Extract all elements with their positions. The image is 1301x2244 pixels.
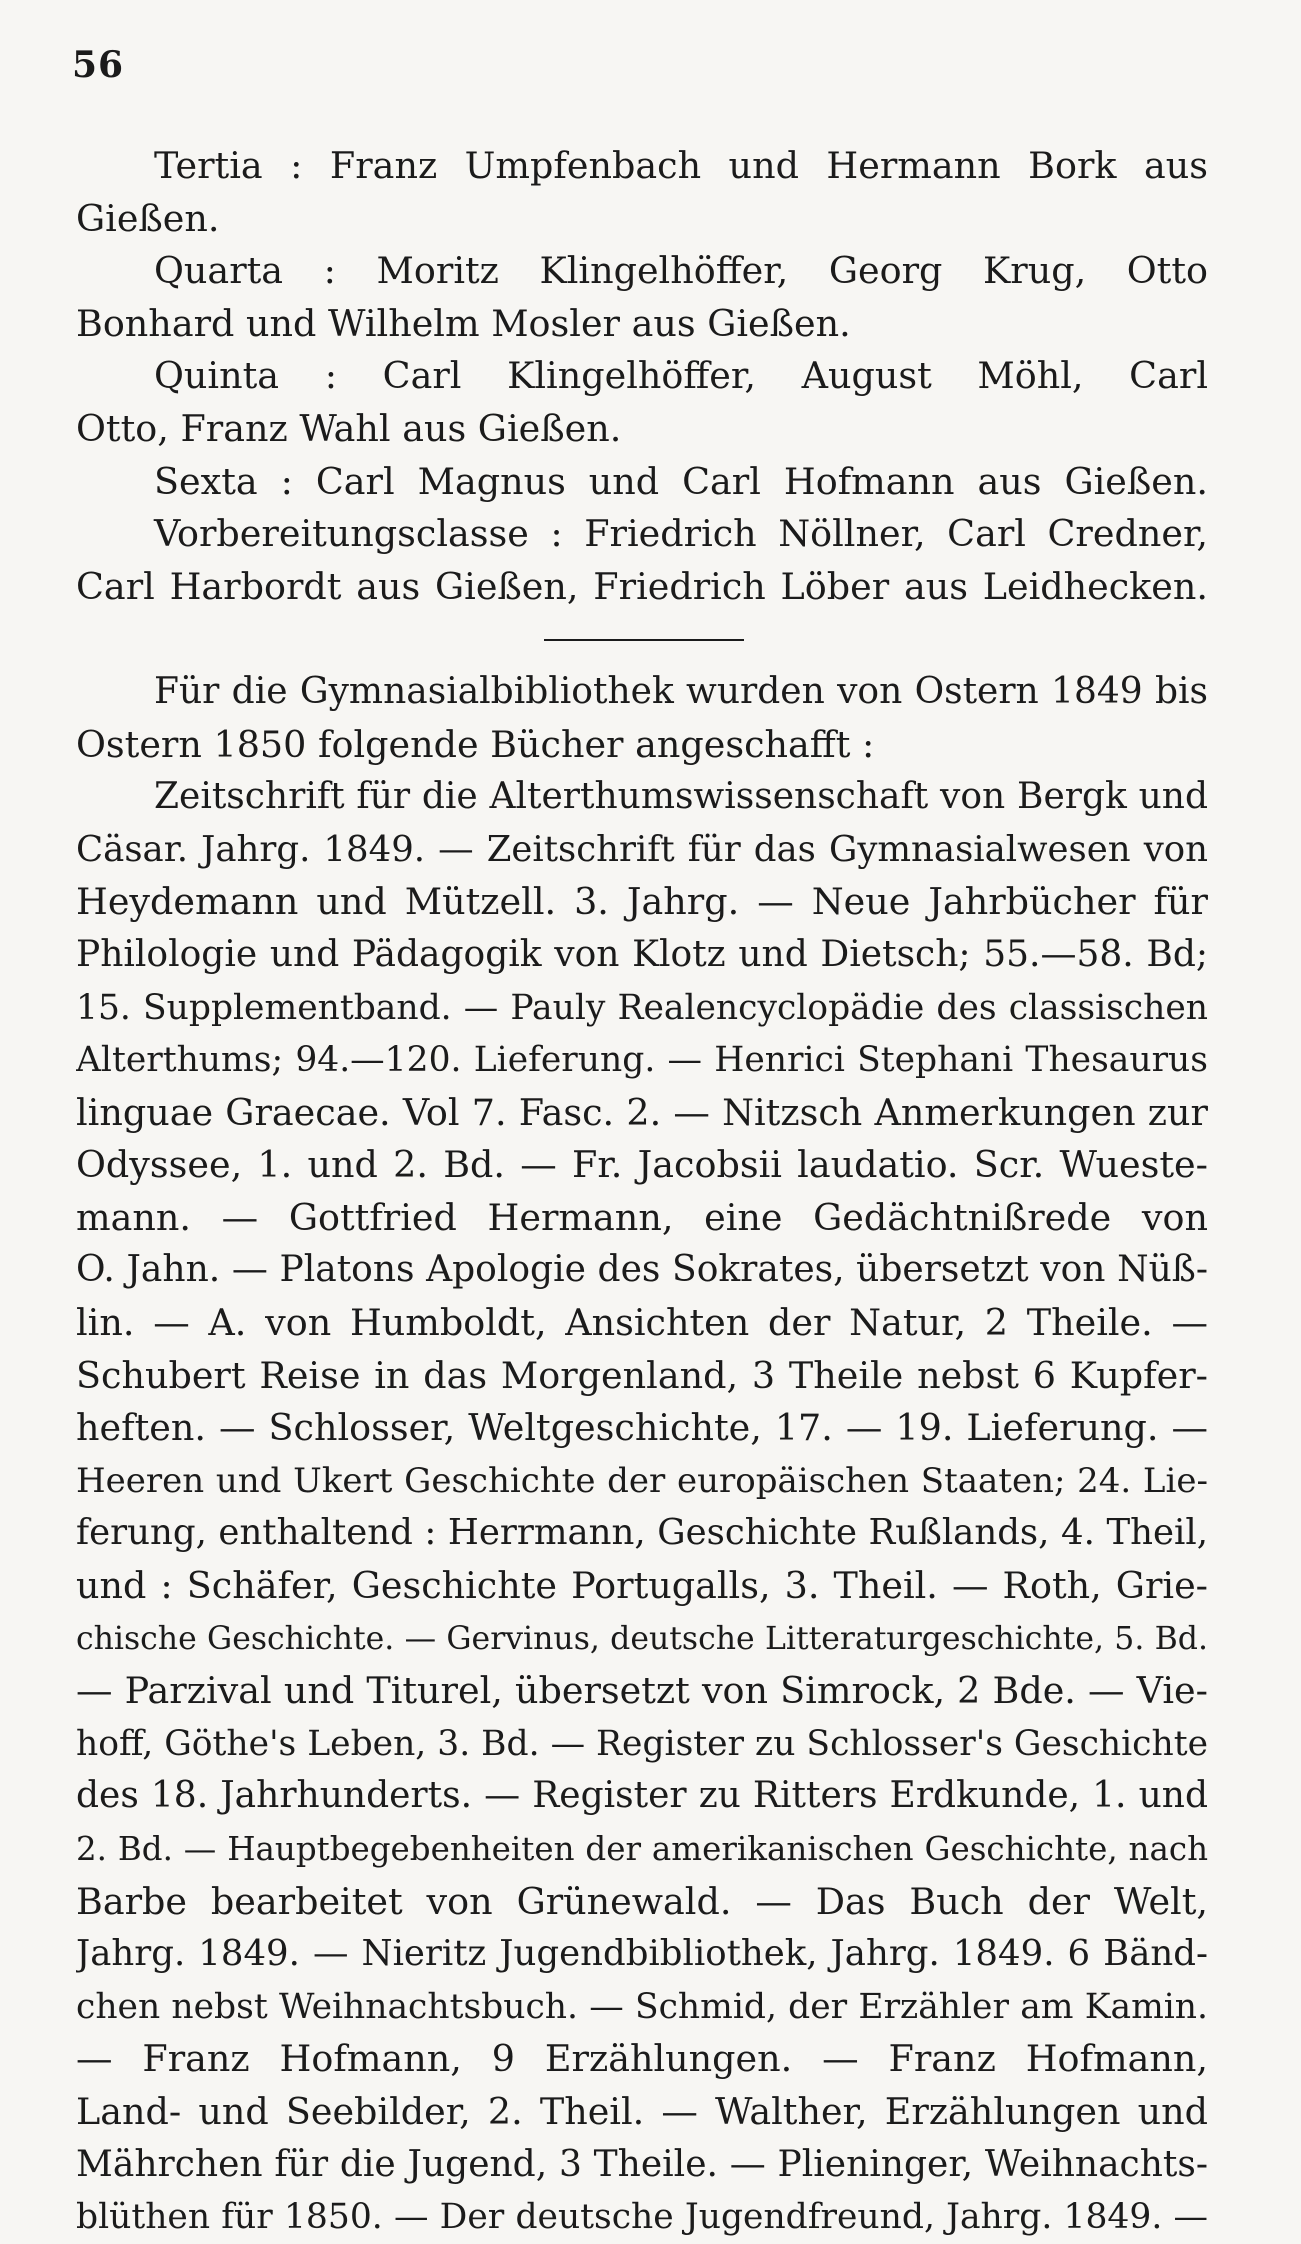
- text-line: blüthen für 1850. — Der deutsche Jugendfreund, Jahrg. 1849. —: [76, 2197, 1208, 2238]
- page-number: 56: [72, 44, 125, 86]
- text-line: und : Schäfer, Geschichte Portugalls, 3. Theil. — Roth, Grie-: [76, 1564, 1208, 1608]
- text-line: Quarta : Moritz Klingelhöffer, Georg Krug, Otto: [154, 249, 1208, 293]
- text-line: Heydemann und Mützell. 3. Jahrg. — Neue Jahrbücher für: [76, 880, 1208, 924]
- text-line: ferung, enthaltend : Herrmann, Geschichte Rußlands, 4. Theil,: [76, 1512, 1208, 1554]
- text-line: — Franz Hofmann, 9 Erzählungen. — Franz Hofmann,: [76, 2037, 1208, 2081]
- text-line: Schubert Reise in das Morgenland, 3 Theile nebst 6 Kupfer-: [76, 1353, 1208, 1397]
- text-line: Mährchen für die Jugend, 3 Theile. — Plieninger, Weihnachts-: [76, 2143, 1208, 2185]
- text-line: Otto, Franz Wahl aus Gießen.: [76, 406, 622, 450]
- page-text: [76, 140, 1208, 2244]
- text-line: Sexta : Carl Magnus und Carl Hofmann aus Gießen.: [154, 459, 1208, 503]
- text-line: Für die Gymnasialbibliothek wurden von Ostern 1849 bis: [154, 670, 1208, 712]
- text-line: Jahrg. 1849. — Nieritz Jugendbibliothek, Jahrg. 1849. 6 Bänd-: [76, 1933, 1208, 1975]
- text-line: chen nebst Weihnachtsbuch. — Schmid, der Erzähler am Kamin.: [76, 1986, 1208, 2027]
- text-line: hoff, Göthe's Leben, 3. Bd. — Register zu Schlosser's Geschichte: [76, 1723, 1208, 1764]
- text-line: O. Jahn. — Platons Apologie des Sokrates, übersetzt von Nüß-: [76, 1249, 1208, 1291]
- text-line: Odyssee, 1. und 2. Bd. — Fr. Jacobsii laudatio. Scr. Wueste-: [76, 1143, 1208, 1187]
- text-line: — Parzival und Titurel, übersetzt von Simrock, 2 Bde. — Vie-: [76, 1669, 1208, 1713]
- text-line: lin. — A. von Humboldt, Ansichten der Natur, 2 Theile. —: [76, 1301, 1208, 1345]
- text-line: Heeren und Ukert Geschichte der europäischen Staaten; 24. Lie-: [76, 1460, 1208, 1501]
- divider-rule: [544, 639, 744, 641]
- text-line: linguae Graecae. Vol 7. Fasc. 2. — Nitzsch Anmerkungen zur: [76, 1090, 1208, 1134]
- text-line: Zeitschrift für die Alterthumswissenschaft von Bergk und: [154, 776, 1208, 818]
- text-line: Gießen.: [76, 196, 220, 240]
- text-line: Alterthums; 94.—120. Lieferung. — Henrici Stephani Thesaurus: [76, 1040, 1208, 1081]
- text-line: mann. — Gottfried Hermann, eine Gedächtnißrede von: [76, 1195, 1208, 1239]
- text-line: Cäsar. Jahrg. 1849. — Zeitschrift für das Gymnasialwesen von: [76, 828, 1208, 870]
- text-line: Ostern 1850 folgende Bücher angeschafft :: [76, 722, 875, 766]
- text-line: chische Geschichte. — Gervinus, deutsche Litteraturgeschichte, 5. Bd.: [76, 1620, 1208, 1657]
- text-line: heften. — Schlosser, Weltgeschichte, 17. — 19. Lieferung. —: [76, 1406, 1208, 1450]
- text-line: Philologie und Pädagogik von Klotz und Dietsch; 55.—58. Bd;: [76, 933, 1208, 975]
- text-line: des 18. Jahrhunderts. — Register zu Ritters Erdkunde, 1. und: [76, 1775, 1208, 1817]
- text-line: Vorbereitungsclasse : Friedrich Nöllner, Carl Credner,: [154, 512, 1208, 556]
- text-line: Barbe bearbeitet von Grünewald. — Das Buch der Welt,: [76, 1879, 1208, 1923]
- text-line: Land- und Seebilder, 2. Theil. — Walther, Erzählungen und: [76, 2089, 1208, 2133]
- text-line: Bonhard und Wilhelm Mosler aus Gießen.: [76, 301, 851, 345]
- text-line: 2. Bd. — Hauptbegebenheiten der amerikanischen Geschichte, nach: [76, 1830, 1208, 1868]
- section-divider: [76, 613, 1208, 666]
- text-line: Carl Harbordt aus Gießen, Friedrich Löber aus Leidhecken.: [76, 564, 1208, 608]
- text-line: 15. Supplementband. — Pauly Realencyclopädie des classischen: [76, 987, 1208, 1028]
- text-line: Quinta : Carl Klingelhöffer, August Möhl, Carl: [154, 354, 1208, 398]
- text-line: Tertia : Franz Umpfenbach und Hermann Bork aus: [154, 144, 1208, 187]
